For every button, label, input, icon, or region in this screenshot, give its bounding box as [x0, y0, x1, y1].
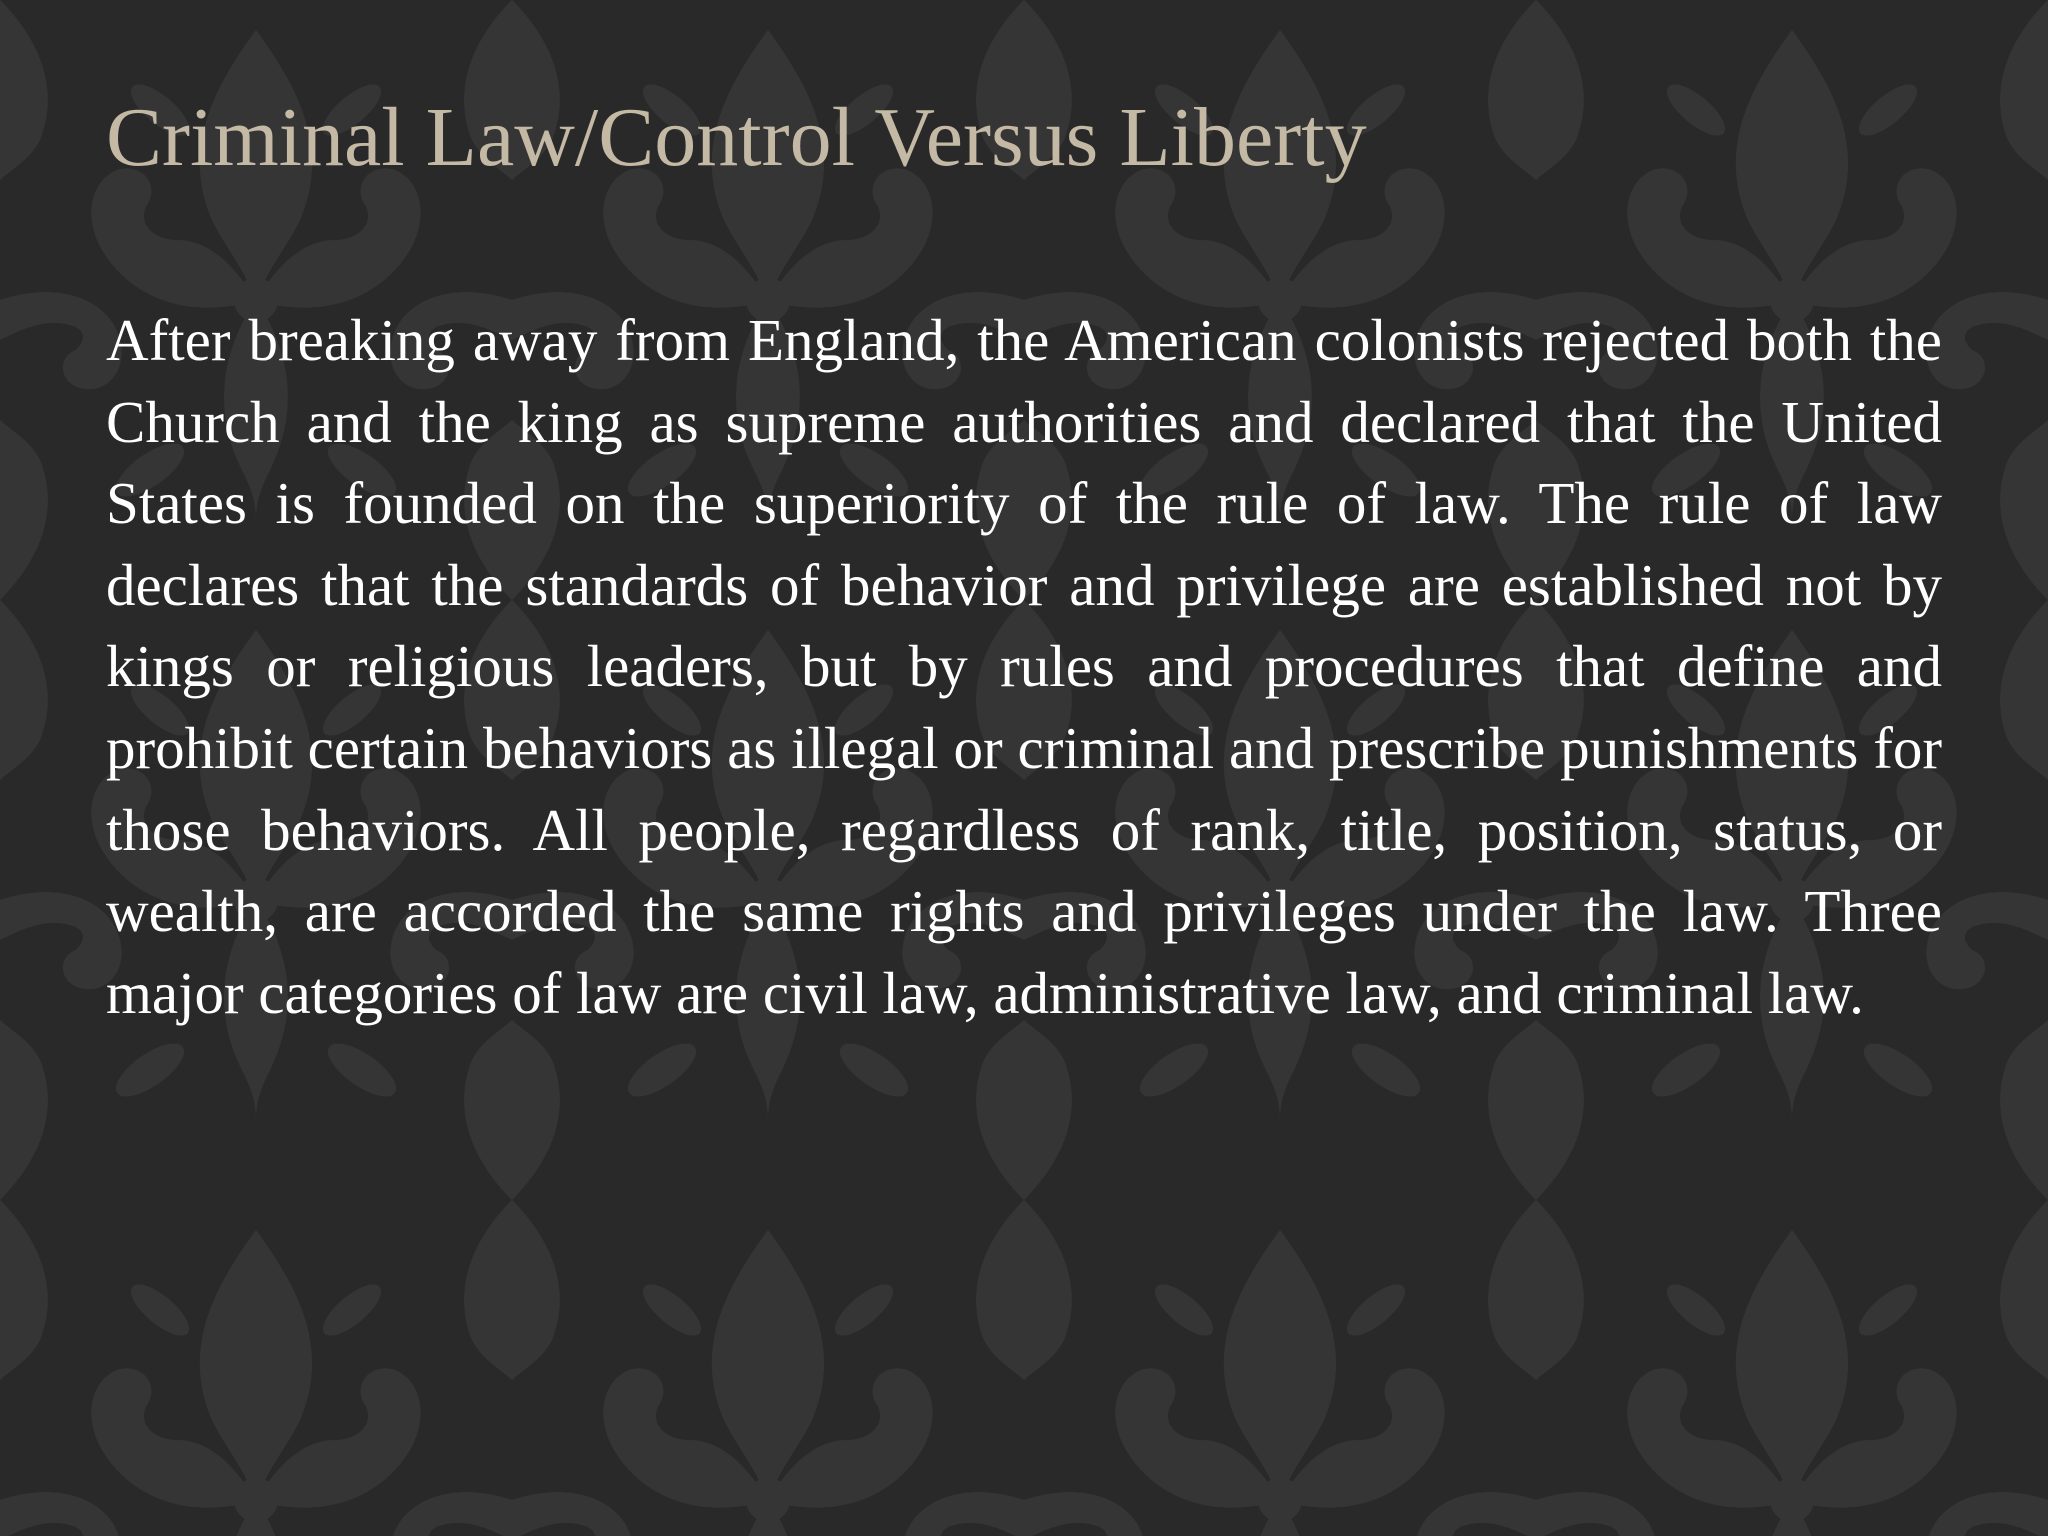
slide-title: Criminal Law/Control Versus Liberty — [106, 91, 1367, 184]
slide-body-paragraph: After breaking away from England, the American colonists rejected both the Church and the king as supreme authorities and declared that the United States is founded on the superiority of the rule of law. The rule of law declares that the standards of behavior and privilege are established not by kings or religious leaders, but by rules and procedures that define and prohibit certain behaviors as illegal or criminal and prescribe punishments for those behaviors. All people, regardless of rank, title, position, status, or wealth, are accorded the same rights and privileges under the law. Three major categories of law are civil law, administrative law, and criminal law. — [106, 307, 1942, 1026]
